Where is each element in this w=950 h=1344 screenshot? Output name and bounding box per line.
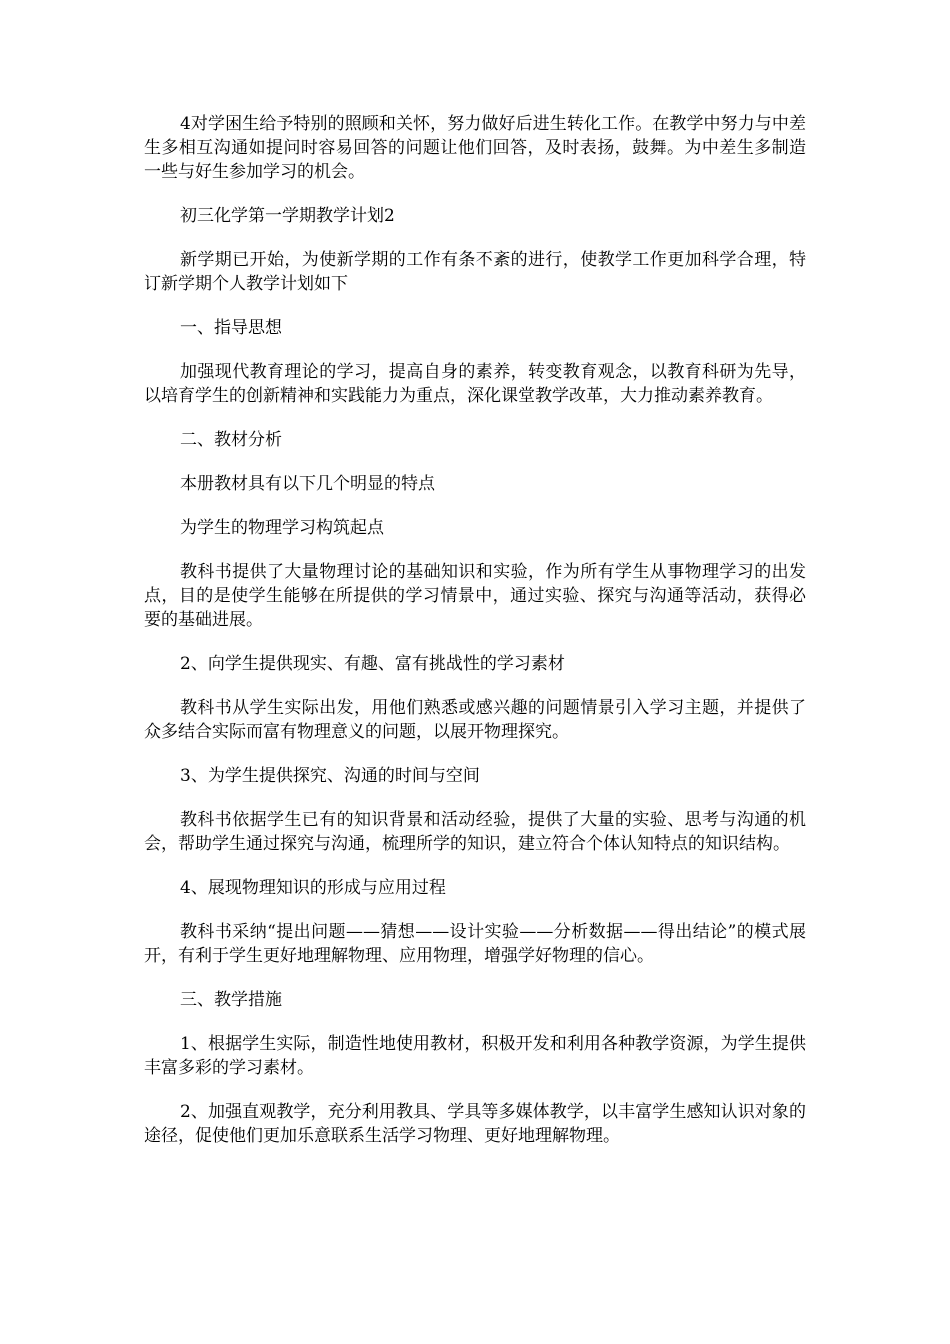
heading-guiding-thought: 一、指导思想 bbox=[180, 318, 282, 338]
paragraph-intro: 新学期已开始，为使新学期的工作有条不紊的进行，使教学工作更加科学合理，特订新学期个人教学计划如下 bbox=[144, 250, 806, 294]
subheading-exploration-time: 3、为学生提供探究、沟通的时间与空间 bbox=[180, 766, 480, 786]
heading-teaching-measures: 三、教学措施 bbox=[180, 990, 282, 1010]
section-heading-plan-2: 初三化学第一学期教学计划2 bbox=[180, 206, 395, 226]
document-body bbox=[144, 112, 806, 1168]
heading-textbook-analysis: 二、教材分析 bbox=[180, 430, 282, 450]
subheading-knowledge-process: 4、展现物理知识的形成与应用过程 bbox=[180, 878, 446, 898]
subheading-learning-materials: 2、向学生提供现实、有趣、富有挑战性的学习素材 bbox=[180, 654, 565, 674]
paragraph-textbook-features: 本册教材具有以下几个明显的特点 bbox=[180, 474, 435, 494]
paragraph-starting-point: 教科书提供了大量物理讨论的基础知识和实验，作为所有学生从事物理学习的出发点，目的是使学生能够在所提供的学习情景中，通过实验、探究与沟通等活动，获得必要的基础进展。 bbox=[144, 562, 806, 630]
subheading-starting-point: 为学生的物理学习构筑起点 bbox=[180, 518, 384, 538]
paragraph-exploration-time: 教科书依据学生已有的知识背景和活动经验，提供了大量的实验、思考与沟通的机会，帮助学生通过探究与沟通，梳理所学的知识，建立符合个体认知特点的知识结构。 bbox=[144, 810, 806, 854]
paragraph-remedial-care: 4对学困生给予特别的照顾和关怀，努力做好后进生转化工作。在教学中努力与中差生多相互沟通如提问时容易回答的问题让他们回答，及时表扬，鼓舞。为中差生多制造一些与好生参加学习的机会。 bbox=[144, 114, 806, 182]
paragraph-learning-materials: 教科书从学生实际出发，用他们熟悉或感兴趣的问题情景引入学习主题，并提供了众多结合实际而富有物理意义的问题，以展开物理探究。 bbox=[144, 698, 806, 742]
paragraph-measure-2: 2、加强直观教学，充分利用教具、学具等多媒体教学，以丰富学生感知认识对象的途径，促使他们更加乐意联系生活学习物理、更好地理解物理。 bbox=[144, 1102, 806, 1146]
paragraph-knowledge-process: 教科书采纳“提出问题——猜想——设计实验——分析数据——得出结论”的模式展开，有利于学生更好地理解物理、应用物理，增强学好物理的信心。 bbox=[144, 922, 806, 966]
paragraph-guiding-thought: 加强现代教育理论的学习，提高自身的素养，转变教育观念，以教育科研为先导，以培育学生的创新精神和实践能力为重点，深化课堂教学改革，大力推动素养教育。 bbox=[144, 362, 806, 406]
paragraph-measure-1: 1、根据学生实际，制造性地使用教材，积极开发和利用各种教学资源，为学生提供丰富多彩的学习素材。 bbox=[144, 1034, 806, 1078]
